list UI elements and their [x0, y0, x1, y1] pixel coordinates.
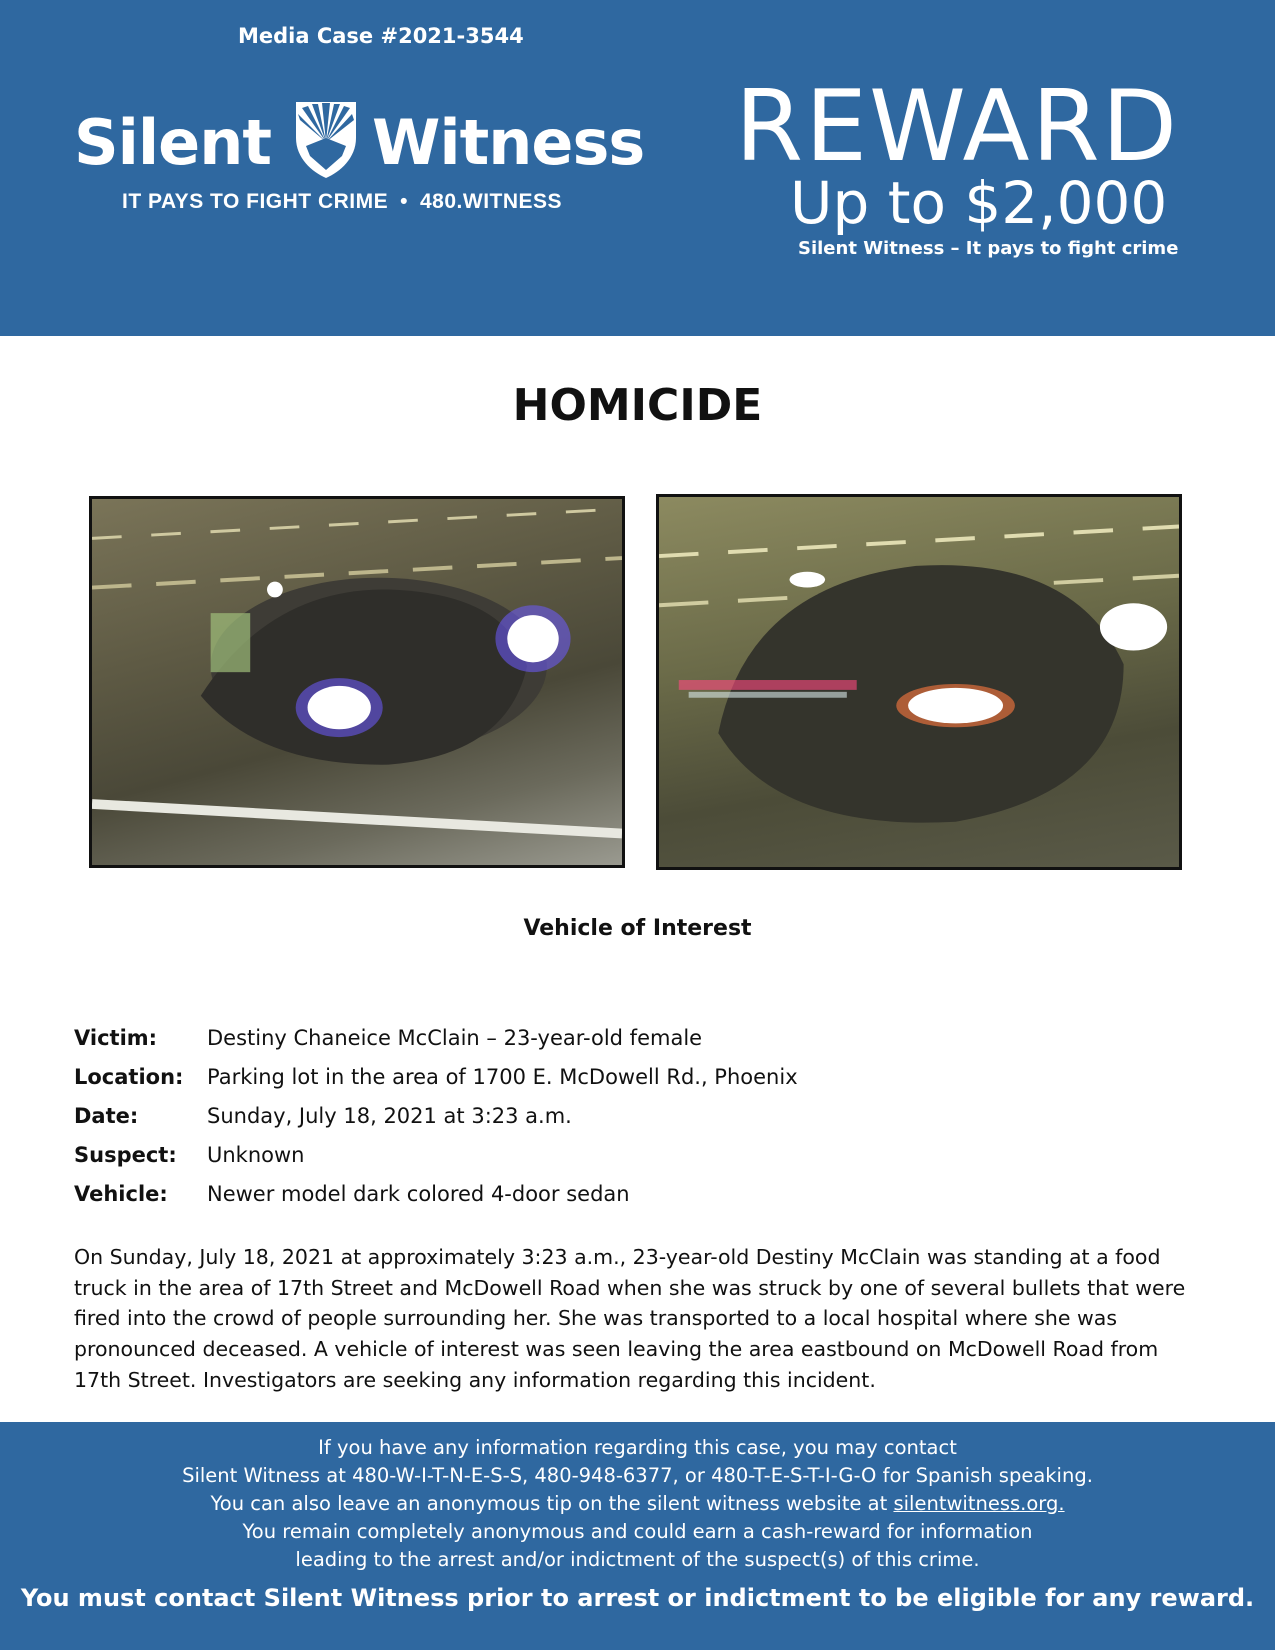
- photo-caption: Vehicle of Interest: [523, 916, 752, 941]
- vehicle-photo-1: [89, 496, 625, 868]
- footer-line-text: You can also leave an anonymous tip on the silent witness website at: [210, 1492, 888, 1515]
- detail-value: Newer model dark colored 4-door sedan: [207, 1181, 630, 1206]
- detail-value: Destiny Chaneice McClain – 23-year-old female: [207, 1025, 703, 1050]
- detail-label: Vehicle:: [74, 1181, 168, 1206]
- footer-line: Silent Witness at 480-W-I-T-N-E-S-S, 480-948-6377, or 480-T-E-S-T-I-G-O for Spanish speaking.: [182, 1464, 1093, 1487]
- detail-value: Sunday, July 18, 2021 at 3:23 a.m.: [207, 1103, 572, 1128]
- footer-contact-banner: [0, 1422, 1275, 1650]
- detail-label: Date:: [74, 1103, 139, 1128]
- footer-line: leading to the arrest and/or indictment of the suspect(s) of this crime.: [295, 1548, 980, 1571]
- vehicle-photo-2: [656, 494, 1182, 870]
- footer-contact-info: [0, 1422, 1275, 1574]
- shield-sunburst-icon: [292, 98, 360, 180]
- detail-row-suspect: [74, 1135, 1194, 1174]
- crime-title: HOMICIDE: [512, 380, 763, 431]
- detail-row-victim: [74, 1018, 1194, 1057]
- case-details: [74, 1018, 1194, 1213]
- detail-row-vehicle: [74, 1174, 1194, 1213]
- detail-label: Suspect:: [74, 1142, 177, 1167]
- reward-subtitle: Silent Witness – It pays to fight crime: [798, 238, 1179, 259]
- silent-witness-logo: [74, 94, 664, 214]
- logo-tagline: [122, 190, 562, 214]
- reward-amount: Up to $2,000: [790, 169, 1168, 237]
- media-case-number: Media Case #2021-3544: [238, 24, 524, 48]
- eligibility-notice: You must contact Silent Witness prior to arrest or indictment to be eligible for any reward.: [20, 1584, 1255, 1612]
- footer-line: If you have any information regarding this case, you may contact: [318, 1436, 957, 1459]
- logo-word-witness: Witness: [372, 106, 645, 179]
- website-link[interactable]: silentwitness.org.: [893, 1492, 1065, 1515]
- tagline-separator: •: [400, 190, 408, 213]
- case-narrative: On Sunday, July 18, 2021 at approximately 3:23 a.m., 23-year-old Destiny McClain was standing at a food truck in the area of 17th Street and McDowell Road when she was struck by one of several bullets that were fired into the crowd of people surrounding her. She was transported to a local hospital where she was pronounced deceased. A vehicle of interest was seen leaving the area eastbound on McDowell Road from 17th Street. Investigators are seeking any information regarding this incident.: [74, 1245, 1186, 1392]
- tagline-phone: 480.WITNESS: [420, 190, 563, 213]
- footer-line-website: [0, 1490, 1275, 1518]
- detail-row-date: [74, 1096, 1194, 1135]
- detail-value: Unknown: [207, 1142, 305, 1167]
- footer-line: You remain completely anonymous and could earn a cash-reward for information: [242, 1520, 1033, 1543]
- header-banner: [0, 0, 1275, 336]
- tagline-slogan: IT PAYS TO FIGHT CRIME: [122, 190, 389, 213]
- reward-title: REWARD: [735, 70, 1180, 184]
- detail-label: Victim:: [74, 1025, 158, 1050]
- detail-label: Location:: [74, 1064, 184, 1089]
- detail-value: Parking lot in the area of 1700 E. McDowell Rd., Phoenix: [207, 1064, 798, 1089]
- detail-row-location: [74, 1057, 1194, 1096]
- logo-word-silent: Silent: [74, 106, 271, 179]
